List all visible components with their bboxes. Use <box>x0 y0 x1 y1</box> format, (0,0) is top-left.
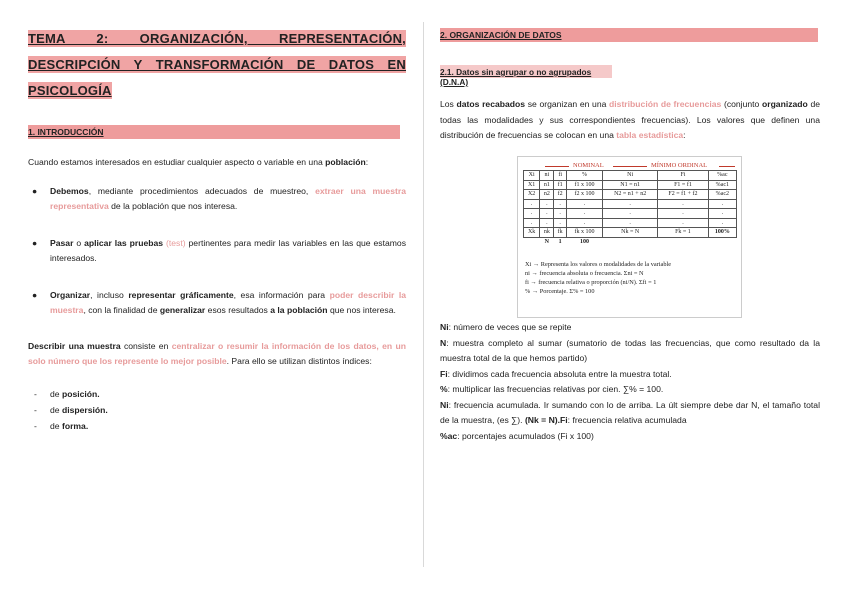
definition-line: Ni: frecuencia acumulada. Ir sumando con lo de arriba. La últ siempre debe dar N, el tamaño total de la muestra, (es ∑). (Nk = N).Fi: frecuencia relativa acumulada <box>440 399 820 425</box>
intro-paragraph: Cuando estamos interesados en estudiar cualquier aspecto o variable en una población: <box>28 157 369 167</box>
frequency-table-figure <box>517 156 742 318</box>
list-item: ● Organizar, incluso representar gráficamente, esa información para poder describir la muestra, con la finalidad de generalizar esos resultados a la población que nos interesa. <box>32 289 406 315</box>
list-item: ● Debemos, mediante procedimientos adecuados de muestreo, extraer una muestra representativa de la población que nos interesa. <box>32 185 406 211</box>
subsection-heading-dna: 2.1. Datos sin agrupar o no agrupados (D.N.A) <box>440 65 612 78</box>
list-item: - de dispersión. <box>34 404 108 415</box>
table-legend <box>525 260 735 296</box>
left-column <box>28 26 406 434</box>
frequency-grid <box>523 170 737 246</box>
table-row: . . . . . . . <box>524 218 737 228</box>
page-title: TEMA 2: ORGANIZACIÓN, REPRESENTACIÓN, DESCRIPCIÓN Y TRANSFORMACIÓN DE DATOS EN PSICOLOGÍA <box>28 31 406 98</box>
table-row: X2 n2 f2 f2 x 100 N2 = n1 + n2 F2 = f1 + f2 %ac2 <box>524 190 737 200</box>
definition-line: Fi: dividimos cada frecuencia absoluta entre la muestra total. <box>440 368 672 379</box>
definitions-block <box>440 320 820 444</box>
table-header-row: Xi ni fi % Ni Fi %ac <box>524 171 737 181</box>
right-column <box>440 26 821 441</box>
section-heading-organizacion: 2. ORGANIZACIÓN DE DATOS <box>440 28 818 42</box>
legend-line: ni → frecuencia absoluta o frecuencia. Σni = N <box>525 270 644 277</box>
table-row: . . . . . . . <box>524 209 737 219</box>
legend-line: % → Porcentaje. Σ% = 100 <box>525 288 595 295</box>
steps-list <box>28 184 406 319</box>
nominal-label: NOMINAL <box>573 162 604 169</box>
table-row: . . . . . . . <box>524 199 737 209</box>
ordinal-label: MÍNIMO ORDINAL <box>651 162 708 169</box>
legend-line: Xi → Representa los valores o modalidades de la variable <box>525 261 672 268</box>
definition-line: Ni: número de veces que se repite <box>440 322 572 332</box>
list-item: - de posición. <box>34 388 100 399</box>
table-row: Xk nk fk fk x 100 Nk = N Fk = 1 100% <box>524 228 737 238</box>
definition-line: %: multiplicar las frecuencias relativas por cien. ∑% = 100. <box>440 384 664 394</box>
bullet-icon: ● <box>32 289 38 300</box>
indices-list <box>28 386 406 434</box>
describe-paragraph: Describir una muestra consiste en centralizar o resumir la información de los datos, en un solo número que los represente lo mejor posible. Para ello se utilizan distintos índices: <box>28 340 406 366</box>
list-item: ● Pasar o aplicar las pruebas (test) pertinentes para medir las variables en las que estamos interesados. <box>32 237 406 263</box>
column-divider <box>423 22 424 567</box>
definition-line: N: muestra completo al sumar (sumatorio de todas las frecuencias, que como resultado da la muestra total de la que hemos partido) <box>440 337 820 363</box>
bullet-icon: ● <box>32 237 38 248</box>
legend-line: fi → frecuencia relativa o proporción (ni/N). Σfi = 1 <box>525 279 657 286</box>
frequency-paragraph: Los datos recabados se organizan en una distribución de frecuencias (conjunto organizado de todas las modalidades y sus correspondientes frecuencias). Los valores que definen una distribución de frecuencias se colocan en una tabla estadística: <box>440 99 821 140</box>
section-heading-introduccion: 1. INTRODUCCIÓN <box>28 125 400 139</box>
table-totals-row: N 1 100 <box>544 238 590 245</box>
bullet-icon: ● <box>32 185 38 196</box>
list-item: - de forma. <box>34 420 89 431</box>
definition-line: %ac: porcentajes acumulados (Fi x 100) <box>440 430 594 441</box>
table-row: X1 n1 f1 f1 x 100 N1 = n1 F1 = f1 %ac1 <box>524 180 737 190</box>
